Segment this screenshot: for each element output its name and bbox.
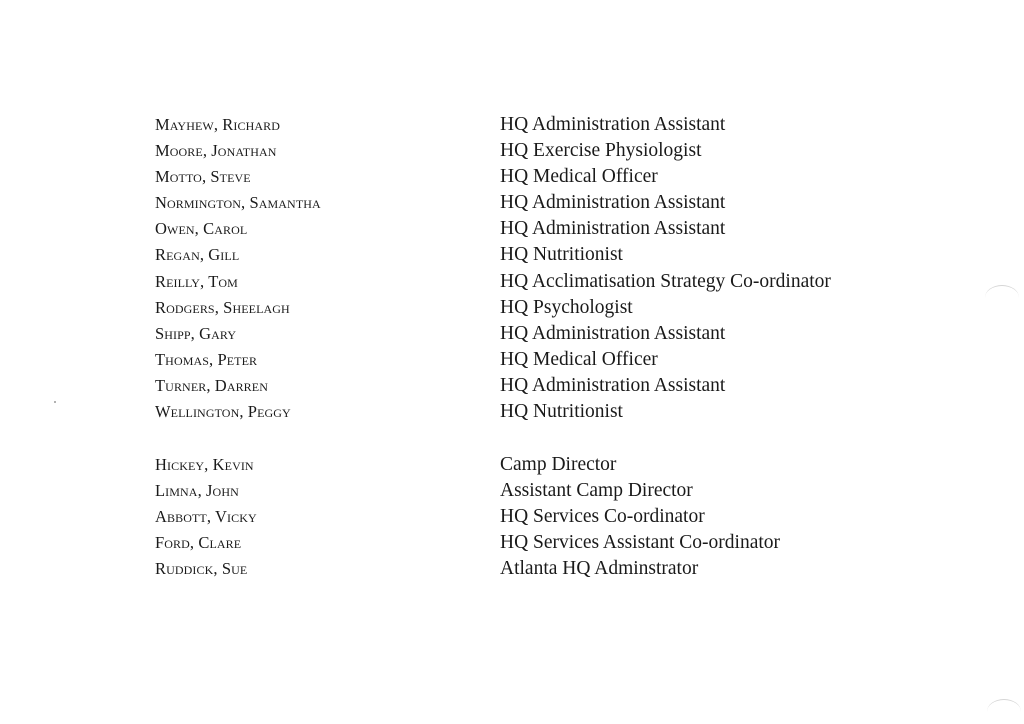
staff-name: Turner, Darren bbox=[155, 375, 268, 395]
staff-role: HQ Administration Assistant bbox=[500, 192, 726, 214]
staff-row bbox=[0, 453, 1024, 479]
staff-name: Hickey, Kevin bbox=[155, 455, 254, 474]
staff-row bbox=[0, 243, 1024, 269]
staff-row bbox=[0, 139, 1024, 165]
staff-row bbox=[0, 113, 1024, 139]
staff-role: Atlanta HQ Adminstrator bbox=[500, 558, 699, 580]
staff-row bbox=[0, 505, 1024, 531]
staff-role: HQ Administration Assistant bbox=[500, 374, 726, 396]
staff-name: Moore, Jonathan bbox=[155, 141, 277, 161]
staff-role: Camp Director bbox=[500, 454, 617, 475]
staff-name: Rodgers, Sheelagh bbox=[155, 297, 290, 317]
staff-row bbox=[0, 348, 1024, 374]
staff-role: HQ Services Assistant Co-ordinator bbox=[500, 532, 781, 554]
staff-name: Owen, Carol bbox=[155, 219, 248, 239]
staff-name: Wellington, Peggy bbox=[155, 402, 291, 422]
staff-role: HQ Services Co-ordinator bbox=[500, 506, 705, 528]
staff-row bbox=[0, 479, 1024, 505]
staff-name: Thomas, Peter bbox=[155, 349, 258, 369]
scan-mark-arc bbox=[987, 699, 1021, 724]
staff-row bbox=[0, 191, 1024, 217]
staff-name: Mayhew, Richard bbox=[155, 115, 280, 134]
staff-name: Limna, John bbox=[155, 481, 239, 501]
staff-role: HQ Administration Assistant bbox=[500, 322, 726, 344]
staff-role: HQ Administration Assistant bbox=[500, 218, 726, 240]
staff-row bbox=[0, 165, 1024, 191]
staff-name: Normington, Samantha bbox=[155, 193, 321, 213]
staff-row bbox=[0, 270, 1024, 296]
staff-role: HQ Medical Officer bbox=[500, 166, 658, 188]
staff-name: Reilly, Tom bbox=[155, 271, 238, 291]
staff-name: Abbott, Vicky bbox=[155, 507, 257, 527]
staff-role: Assistant Camp Director bbox=[500, 480, 693, 502]
staff-role: HQ Medical Officer bbox=[500, 348, 658, 370]
staff-role: HQ Psychologist bbox=[500, 296, 633, 318]
staff-role: HQ Nutritionist bbox=[500, 401, 623, 423]
staff-name: Shipp, Gary bbox=[155, 323, 237, 343]
staff-list-group-hq bbox=[0, 113, 1024, 426]
staff-role: HQ Acclimatisation Strategy Co-ordinator bbox=[500, 270, 831, 292]
staff-row bbox=[0, 322, 1024, 348]
staff-row bbox=[0, 557, 1024, 583]
staff-row bbox=[0, 531, 1024, 557]
staff-role: HQ Nutritionist bbox=[500, 244, 623, 266]
staff-role: HQ Exercise Physiologist bbox=[500, 140, 702, 162]
staff-name: Regan, Gill bbox=[155, 245, 240, 265]
staff-row bbox=[0, 374, 1024, 400]
staff-row bbox=[0, 217, 1024, 243]
staff-name: Ford, Clare bbox=[155, 533, 242, 553]
staff-row bbox=[0, 400, 1024, 426]
staff-name: Ruddick, Sue bbox=[155, 559, 248, 579]
staff-list-group-camp bbox=[0, 453, 1024, 583]
staff-name: Motto, Steve bbox=[155, 167, 251, 187]
staff-row bbox=[0, 296, 1024, 322]
staff-role: HQ Administration Assistant bbox=[500, 114, 726, 135]
